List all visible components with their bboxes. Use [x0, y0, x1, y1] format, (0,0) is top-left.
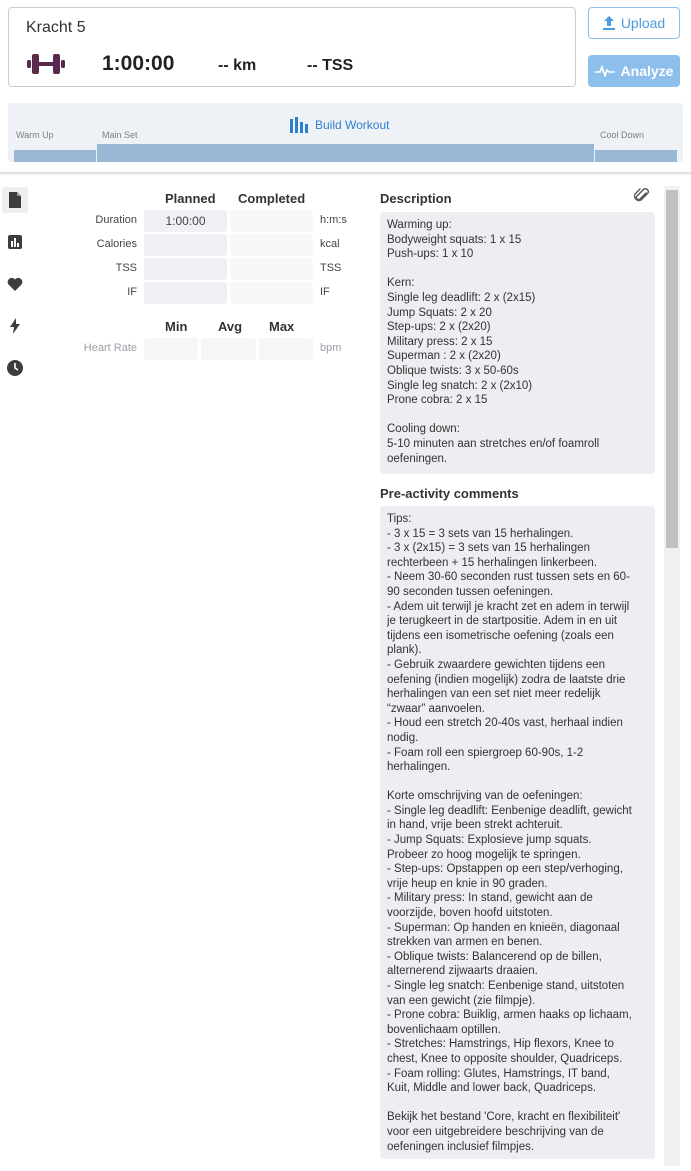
completed-header: Completed — [238, 191, 306, 206]
build-workout-link[interactable] — [290, 117, 389, 133]
calories-planned-input[interactable] — [144, 234, 227, 256]
analyze-button[interactable] — [588, 55, 680, 87]
workout-header — [8, 7, 576, 87]
distance-value: -- km — [218, 57, 257, 74]
calories-completed-input[interactable] — [230, 234, 313, 256]
tss-planned-input[interactable] — [144, 258, 227, 280]
document-icon — [8, 192, 22, 208]
paperclip-icon[interactable] — [634, 187, 650, 205]
sidebar-item-history[interactable] — [2, 355, 28, 381]
if-unit: IF — [320, 286, 330, 298]
scrollbar-thumb[interactable] — [666, 190, 678, 548]
upload-button[interactable] — [588, 7, 680, 39]
analyze-label: Analyze — [620, 63, 674, 79]
planned-header: Planned — [165, 191, 216, 206]
if-completed-input[interactable] — [230, 282, 313, 304]
section-divider — [0, 172, 691, 175]
sidebar-item-charts[interactable] — [2, 229, 28, 255]
description-text[interactable]: Warming up: Bodyweight squats: 1 x 15 Push-ups: 1 x 10 Kern: Single leg deadlift: 2 x (2x15) Jump Squats: 2 x 20 Step-ups: 2 x (2x20) Military press: 2 x 15 Superman : 2 x (2x20) Oblique twists: 3 x 50-60s Single leg snatch: 2 x (2x10) Prone cobra: 2 x 15 Cooling down: 5-10 minuten aan stretches en/of foamroll oefeningen. — [380, 212, 655, 474]
tss-value: -- TSS — [307, 57, 354, 74]
main-set-bar[interactable] — [97, 144, 594, 162]
duration-completed-input[interactable] — [230, 210, 313, 232]
upload-label: Upload — [620, 15, 666, 31]
heart-rate-max-input[interactable] — [259, 338, 313, 360]
min-header: Min — [165, 319, 188, 334]
avg-header: Avg — [218, 319, 243, 334]
description-title: Description — [380, 191, 452, 206]
tss-completed-input[interactable] — [230, 258, 313, 280]
tss-unit: TSS — [320, 262, 342, 274]
workout-builder[interactable] — [8, 103, 683, 162]
sidebar-item-power[interactable] — [2, 313, 28, 339]
comments-title: Pre-activity comments — [380, 486, 519, 501]
calories-label: Calories — [96, 238, 137, 250]
build-workout-label: Build Workout — [315, 118, 390, 132]
if-label: IF — [127, 286, 137, 298]
duration-unit: h:m:s — [320, 214, 347, 226]
duration-value: 1:00:00 — [102, 52, 175, 75]
dumbbell-icon — [27, 53, 65, 75]
pre-activity-comments-text[interactable]: Tips: - 3 x 15 = 3 sets van 15 herhalingen. - 3 x (2x15) = 3 sets van 15 herhalingen rechterbeen + 15 herhalingen linkerbeen. - Neem 30-60 seconden rust tussen sets en 60- 90 seconden tussen oefeningen. - Adem uit terwijl je kracht zet en adem in terwijl je terugkeert in de startpositie. Adem in en uit tijdens een isometrische oefening (zoals een plank). - Gebruik zwaardere gewichten tijdens een oefening (indien mogelijk) zodra de laatste drie herhalingen van een set niet meer redelijk “zwaar” aanvoelen. - Houd een stretch 20-40s vast, herhaal indien nodig. - Foam roll een spiergroep 60-90s, 1-2 herhalingen. Korte omschrijving van de oefeningen: - Single leg deadlift: Eenbenige deadlift, gewicht in hand, vrije been strekt achteruit. - Jump Squats: Explosieve jump squats. Probeer zo hoog mogelijk te springen. - Step-ups: Opstappen op een step/verhoging, vrije heup en knie in 90 graden. - Military press: In stand, gewicht aan de voorzijde, boven hoofd uitstoten. - Superman: Op handen en knieën, diagonaal strekken van armen en benen. - Oblique twists: Balancerend op de billen, alternerend zijwaarts draaien. - Single leg snatch: Eenbenige stand, uitstoten van een gewicht (zie filmpje). - Prone cobra: Buiklig, armen haaks op lichaam, bovenlichaam optillen. - Stretches: Hamstrings, Hip flexors, Knee to chest, Knee to opposite shoulder, Quadriceps. - Foam rolling: Glutes, Hamstrings, IT band, Kuit, Middle and lower back, Quadriceps. Bekijk het bestand 'Core, kracht en flexibiliteit' voor een uitgebreidere beschrijving van de oefeningen inclusief filmpjes. — [380, 506, 655, 1159]
cool-down-label: Cool Down — [600, 130, 645, 140]
tss-label: TSS — [115, 262, 137, 274]
heart-rate-min-input[interactable] — [144, 338, 198, 360]
duration-planned-input[interactable]: 1:00:00 — [144, 210, 227, 232]
heart-rate-avg-input[interactable] — [201, 338, 256, 360]
bar-chart-icon — [290, 117, 310, 133]
calories-unit: kcal — [320, 238, 340, 250]
upload-icon — [603, 16, 615, 30]
heart-rate-unit: bpm — [320, 342, 342, 354]
workout-title[interactable]: Kracht 5 — [26, 19, 86, 36]
heart-icon — [7, 277, 23, 291]
sidebar-item-summary[interactable] — [2, 187, 28, 213]
lightning-icon — [10, 318, 20, 334]
sidebar-item-heart[interactable] — [2, 271, 28, 297]
clock-icon — [7, 360, 23, 376]
max-header: Max — [269, 319, 295, 334]
heart-rate-label: Heart Rate — [83, 342, 137, 354]
warm-up-bar[interactable] — [14, 150, 96, 162]
cool-down-bar[interactable] — [595, 150, 677, 162]
pulse-icon — [595, 65, 615, 77]
warm-up-label: Warm Up — [16, 130, 54, 140]
if-planned-input[interactable] — [144, 282, 227, 304]
main-set-label: Main Set — [102, 130, 138, 140]
duration-label: Duration — [95, 214, 137, 226]
bar-chart-icon — [8, 235, 22, 249]
